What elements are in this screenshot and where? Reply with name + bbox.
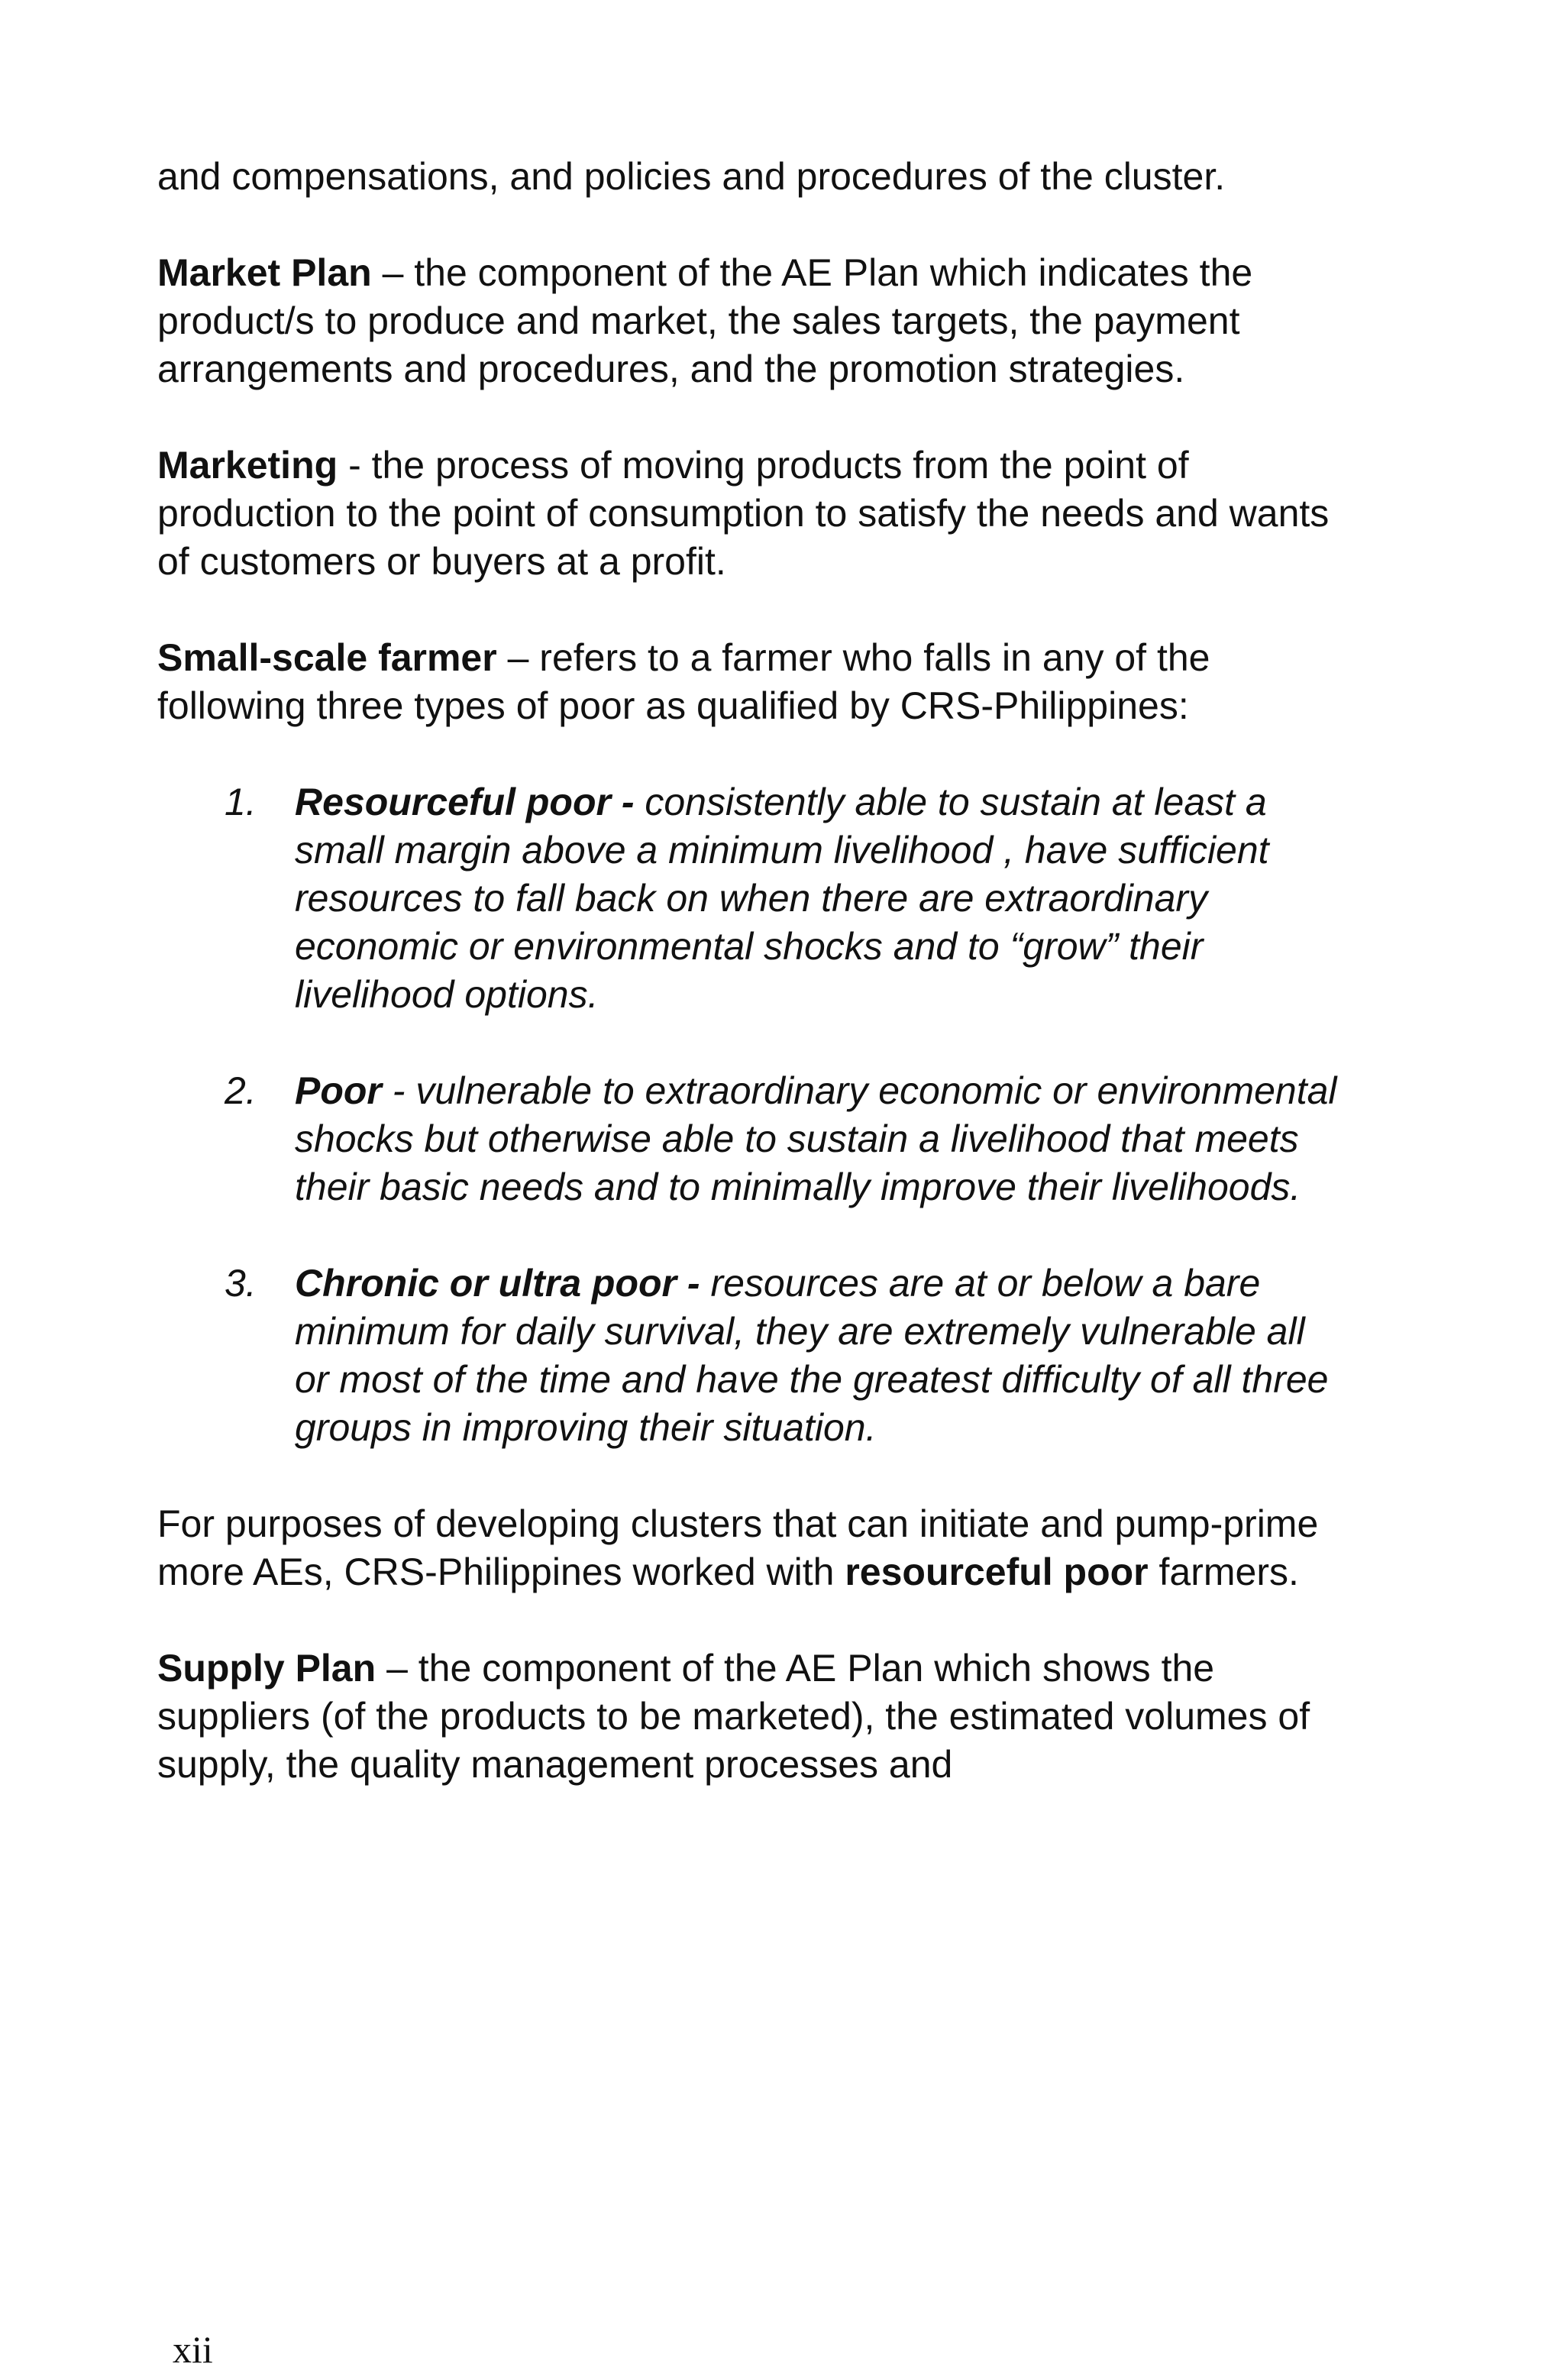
purposes-paragraph <box>157 1500 1349 1596</box>
page-body <box>157 153 1349 1789</box>
supply-plan-paragraph <box>157 1644 1349 1789</box>
poor-types-list <box>157 778 1349 1452</box>
list-item-number: 2. <box>225 1069 257 1112</box>
small-scale-farmer-definition: – refers to a farmer who falls in any of the following three types of poor as qualified by CRS-Philippines: <box>157 636 1210 727</box>
list-item-number: 1. <box>225 781 257 823</box>
market-plan-term: Market Plan <box>157 251 372 294</box>
marketing-term: Marketing <box>157 444 338 487</box>
list-item-term: Chronic or ultra poor - <box>295 1262 700 1305</box>
supply-plan-term: Supply Plan <box>157 1647 376 1690</box>
list-item-term: Poor <box>295 1069 382 1112</box>
market-plan-definition: – the component of the AE Plan which indicates the product/s to produce and market, the sales targets, the payment arrangements and procedures, and the promotion strategies. <box>157 251 1253 390</box>
list-item-description: - vulnerable to extraordinary economic or environmental shocks but otherwise able to sustain a livelihood that meets their basic needs and to minimally improve their livelihoods. <box>295 1069 1337 1208</box>
page-number: xii <box>173 2328 213 2371</box>
purposes-emphasis: resourceful poor <box>845 1551 1149 1593</box>
list-item <box>157 1067 1349 1211</box>
market-plan-paragraph <box>157 249 1349 393</box>
purposes-text-after: farmers. <box>1148 1551 1299 1593</box>
marketing-paragraph <box>157 441 1349 586</box>
list-item-term: Resourceful poor - <box>295 781 635 823</box>
intro-text: and compensations, and policies and procedures of the cluster. <box>157 155 1226 198</box>
small-scale-farmer-term: Small-scale farmer <box>157 636 497 679</box>
list-item <box>157 778 1349 1019</box>
list-item <box>157 1260 1349 1452</box>
purposes-text-before: For purposes of developing clusters that can initiate and pump-prime more AEs, CRS-Philippines worked with <box>157 1502 1319 1593</box>
marketing-definition: - the process of moving products from the point of production to the point of consumption to satisfy the needs and wants of customers or buyers at a profit. <box>157 444 1330 583</box>
supply-plan-definition: – the component of the AE Plan which shows the suppliers (of the products to be marketed), the estimated volumes of supply, the quality management processes and <box>157 1647 1310 1786</box>
list-item-description: resources are at or below a bare minimum for daily survival, they are extremely vulnerable all or most of the time and have the greatest difficulty of all three groups in improving their situation. <box>295 1262 1329 1449</box>
intro-paragraph <box>157 153 1349 201</box>
list-item-description: consistently able to sustain at least a small margin above a minimum livelihood , have sufficient resources to fall back on when there are extraordinary economic or environmental shocks and to “grow” their livelihood options. <box>295 781 1269 1016</box>
list-item-number: 3. <box>225 1262 257 1305</box>
small-scale-farmer-paragraph <box>157 634 1349 730</box>
